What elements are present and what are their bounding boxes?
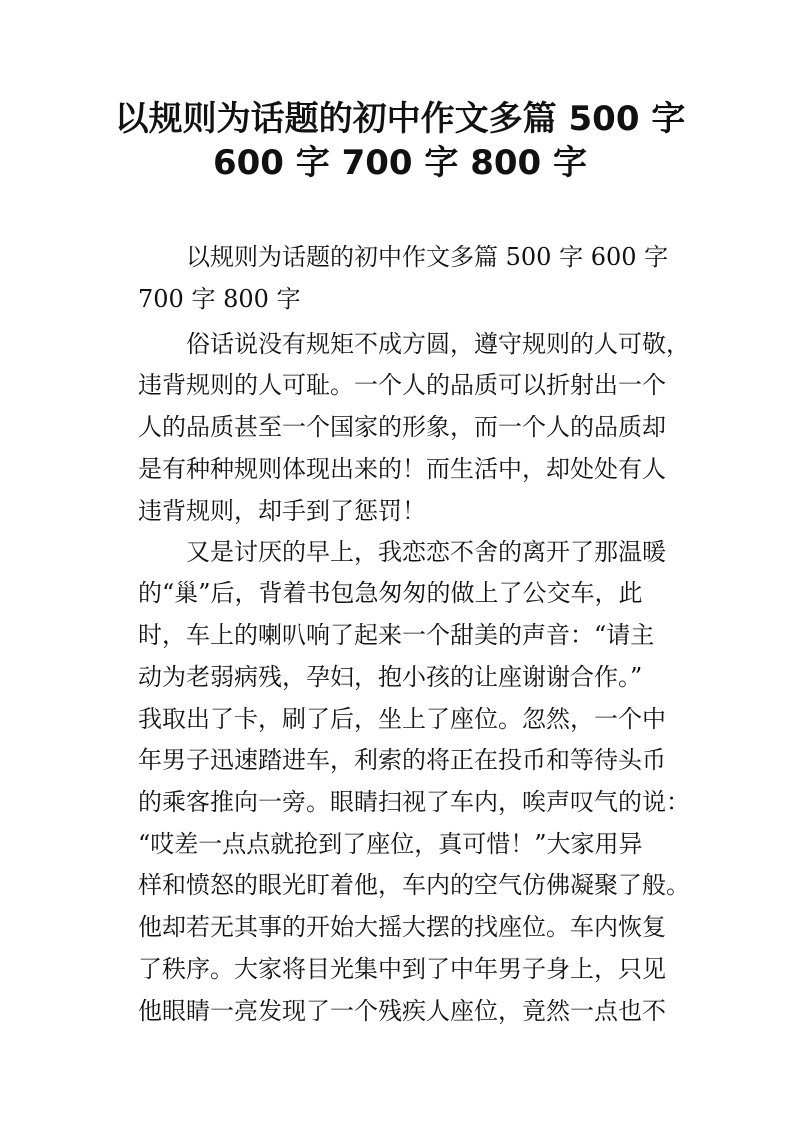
document-title-line-1: 以规则为话题的初中作文多篇 500 字 — [114, 99, 686, 139]
body-line-2: 700 字 800 字 — [138, 285, 301, 313]
body-line-3: 俗话说没有规矩不成方圆，遵守规则的人可敬， — [138, 330, 690, 358]
body-line-8: 又是讨厌的早上，我恋恋不舍的离开了那温暖 — [138, 538, 666, 566]
body-line-16: 样和愤怒的眼光盯着他，车内的空气仿佛凝聚了般。 — [138, 871, 690, 899]
body-line-18: 了秩序。大家将目光集中到了中年男子身上，只见 — [138, 955, 666, 983]
body-line-11: 动为老弱病残，孕妇，抱小孩的让座谢谢合作。” — [138, 663, 643, 691]
body-line-19: 他眼睛一亮发现了一个残疾人座位，竟然一点也不 — [138, 997, 666, 1025]
body-line-6: 是有种种规则体现出来的！而生活中，却处处有人 — [138, 455, 666, 483]
body-line-14: 的乘客推向一旁。眼睛扫视了车内，唉声叹气的说： — [138, 788, 690, 816]
body-line-1: 以规则为话题的初中作文多篇 500 字 600 字 — [138, 243, 669, 271]
body-line-15: “哎差一点点就抢到了座位，真可惜！”大家用异 — [138, 830, 643, 858]
body-line-4: 违背规则的人可耻。一个人的品质可以折射出一个 — [138, 371, 666, 399]
body-line-17: 他却若无其事的开始大摇大摆的找座位。车内恢复 — [138, 913, 666, 941]
body-line-5: 人的品质甚至一个国家的形象，而一个人的品质却 — [138, 413, 666, 441]
body-line-10: 时，车上的喇叭响了起来一个甜美的声音：“请主 — [138, 621, 655, 649]
body-line-7: 违背规则，却手到了惩罚！ — [138, 497, 426, 525]
body-line-12: 我取出了卡，刷了后，坐上了座位。忽然，一个中 — [138, 705, 666, 733]
body-line-9: 的“巢”后，背着书包急匆匆的做上了公交车，此 — [138, 579, 643, 607]
document-title-line-2: 600 字 700 字 800 字 — [212, 143, 588, 183]
body-line-13: 年男子迅速踏进车，利索的将正在投币和等待头币 — [138, 746, 666, 774]
